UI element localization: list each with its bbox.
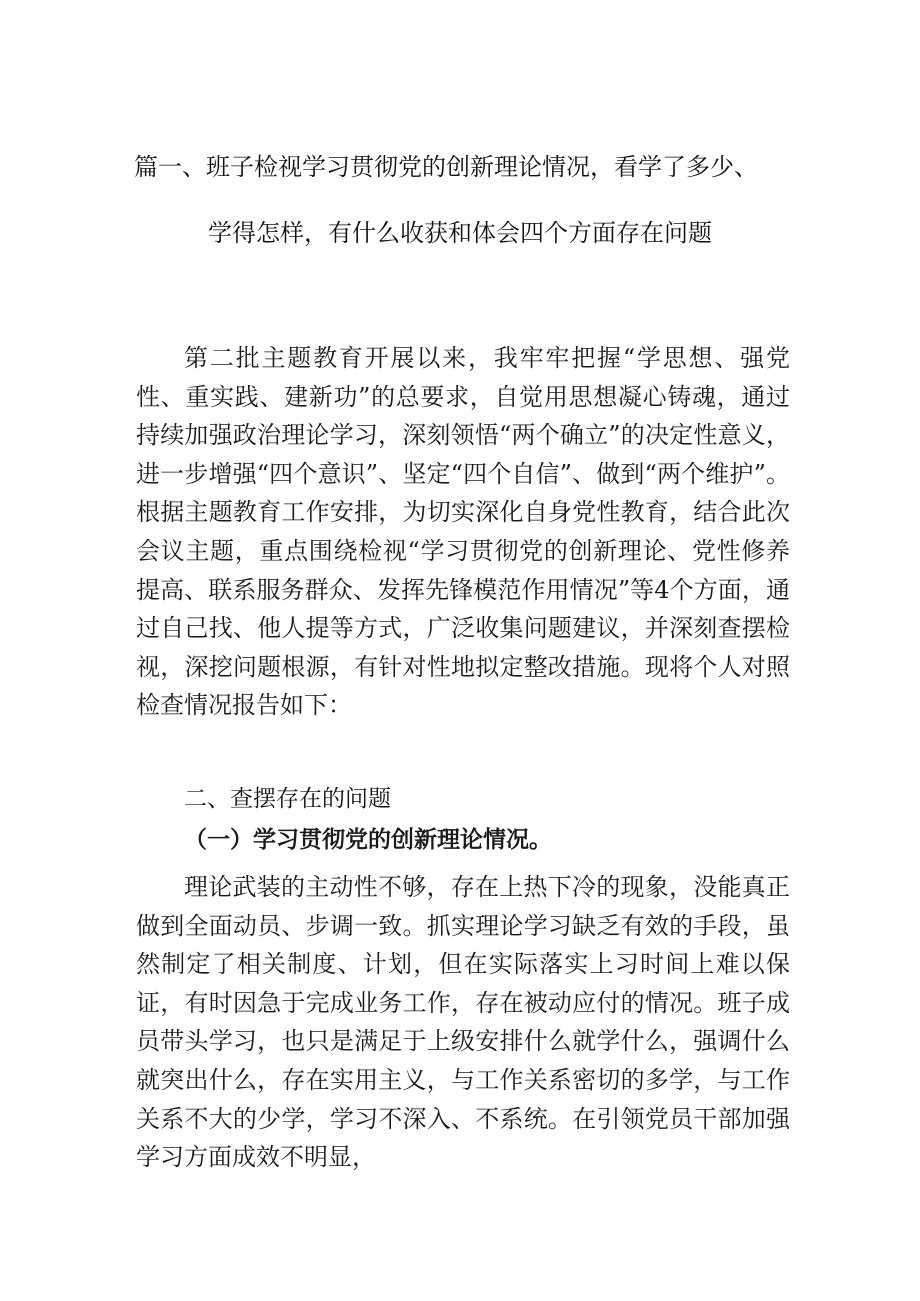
document-title-line-1: 篇一、班子检视学习贯彻党的创新理论情况，看学了多少、 — [134, 153, 758, 181]
intro-paragraph: 第二批主题教育开展以来，我牢牢把握“学思想、强党性、重实践、建新功”的总要求，自觉用思想凝心铸魂，通过持续加强政治理论学习，深刻领悟“两个确立”的决定性意义，进一步增强“四个意识”、坚定“四个自信”、做到“两个维护”。根据主题教育工作安排，为切实深化自身党性教育，结合此次会议主题，重点围绕检视“学习贯彻党的创新理论、党性修养提高、联系服务群众、发挥先锋模范作用情况”等4个方面，通过自己找、他人提等方式，广泛收集问题建议，并深刻查摆检视，深挖问题根源，有针对性地拟定整改措施。现将个人对照检查情况报告如下： — [136, 344, 790, 720]
subsection-heading: （一）学习贯彻党的创新理论情况。 — [184, 826, 552, 853]
body-paragraph: 理论武装的主动性不够，存在上热下冷的现象，没能真正做到全面动员、步调一致。抓实理论学习缺乏有效的手段，虽然制定了相关制度、计划，但在实际落实上习时间上难以保证，有时因急于完成业务工作，存在被动应付的情况。班子成员带头学习，也只是满足于上级安排什么就学什么，强调什么就突出什么，存在实用主义，与工作关系密切的多学，与工作关系不大的少学，学习不深入、不系统。在引领党员干部加强学习方面成效不明显， — [136, 873, 790, 1172]
document-title-line-2: 学得怎样，有什么收获和体会四个方面存在问题 — [208, 219, 712, 247]
section-heading: 二、查摆存在的问题 — [184, 786, 391, 812]
